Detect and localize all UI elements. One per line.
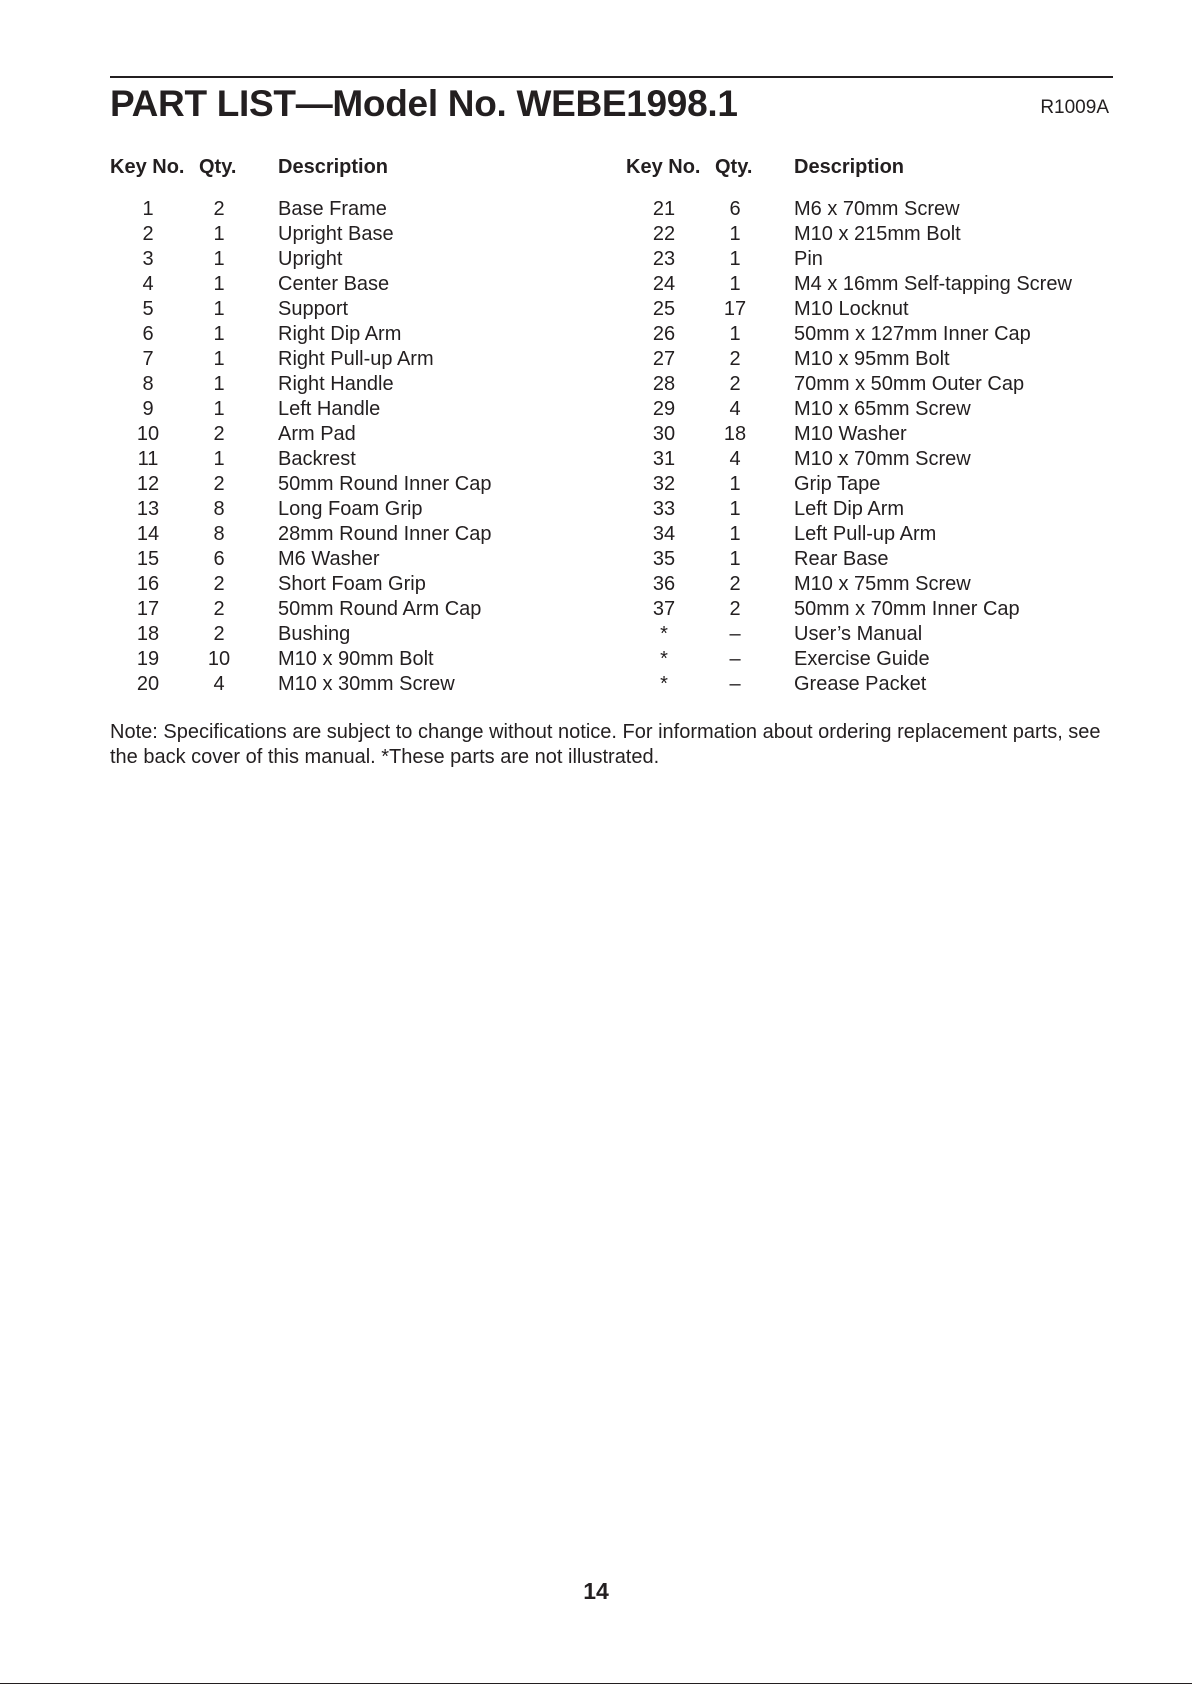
quantity: 2	[729, 373, 741, 395]
key-number: 37	[652, 598, 676, 620]
key-number: 33	[652, 498, 676, 520]
part-description: Pin	[794, 248, 823, 270]
key-number: 23	[652, 248, 676, 270]
key-number: 18	[136, 623, 160, 645]
top-rule	[110, 76, 1113, 78]
part-description: Left Dip Arm	[794, 498, 905, 520]
key-number: 32	[652, 473, 676, 495]
quantity: 2	[213, 573, 225, 595]
part-description: 50mm x 70mm Inner Cap	[794, 598, 1020, 620]
key-number: 24	[652, 273, 676, 295]
part-description: Support	[278, 298, 349, 320]
key-number: 21	[652, 198, 676, 220]
note-text: Note: Specifications are subject to change without notice. For information about ordering replacement parts, see the back cover of this manual. *These parts are not illustrated.	[110, 721, 1101, 768]
quantity: 2	[213, 423, 225, 445]
document-code: R1009A	[1040, 97, 1109, 118]
key-number: 31	[652, 448, 676, 470]
key-number: 5	[142, 298, 154, 320]
part-description: M10 x 90mm Bolt	[278, 648, 434, 670]
part-description: Left Pull-up Arm	[794, 523, 937, 545]
key-number: 10	[136, 423, 160, 445]
key-number: 6	[142, 323, 154, 345]
key-number: 12	[136, 473, 160, 495]
key-number: 34	[652, 523, 676, 545]
part-description: M6 Washer	[278, 548, 380, 570]
part-description: Long Foam Grip	[278, 498, 423, 520]
quantity: 6	[729, 198, 741, 220]
quantity: 1	[213, 398, 225, 420]
quantity: 4	[729, 448, 741, 470]
part-description: Right Handle	[278, 373, 394, 395]
key-number: 11	[137, 448, 159, 470]
key-number: 7	[142, 348, 154, 370]
key-number: 20	[136, 673, 160, 695]
quantity: 4	[213, 673, 225, 695]
key-header: Key No.	[110, 156, 185, 178]
part-description: M10 Washer	[794, 423, 907, 445]
part-description: 50mm Round Arm Cap	[278, 598, 482, 620]
key-number: 27	[652, 348, 676, 370]
quantity: 1	[729, 498, 741, 520]
quantity: –	[729, 673, 741, 695]
part-description: Upright Base	[278, 223, 394, 245]
part-description: Left Handle	[278, 398, 381, 420]
key-number: 26	[652, 323, 676, 345]
quantity: 8	[213, 498, 225, 520]
part-description: Right Dip Arm	[278, 323, 402, 345]
quantity: 1	[213, 273, 225, 295]
quantity: 2	[213, 598, 225, 620]
part-description: M10 x 30mm Screw	[278, 673, 455, 695]
quantity: 6	[213, 548, 225, 570]
key-number: 8	[142, 373, 154, 395]
key-number: 3	[142, 248, 154, 270]
part-description: Right Pull-up Arm	[278, 348, 434, 370]
part-description: 28mm Round Inner Cap	[278, 523, 492, 545]
quantity: 10	[207, 648, 231, 670]
quantity: 1	[213, 248, 225, 270]
quantity: –	[729, 648, 741, 670]
part-description: Grip Tape	[794, 473, 881, 495]
key-number: 9	[142, 398, 154, 420]
key-header: Key No.	[626, 156, 701, 178]
part-description: Upright	[278, 248, 343, 270]
key-number: *	[660, 648, 668, 670]
part-description: M10 x 70mm Screw	[794, 448, 971, 470]
quantity: 2	[213, 623, 225, 645]
quantity: 1	[213, 373, 225, 395]
part-description: Short Foam Grip	[278, 573, 426, 595]
quantity: 2	[729, 573, 741, 595]
part-description: M10 x 215mm Bolt	[794, 223, 961, 245]
qty-header: Qty.	[199, 156, 237, 178]
part-description: Bushing	[278, 623, 351, 645]
key-number: *	[660, 673, 668, 695]
key-number: 36	[652, 573, 676, 595]
quantity: 1	[213, 448, 225, 470]
key-number: 16	[136, 573, 160, 595]
quantity: 18	[723, 423, 747, 445]
part-description: User’s Manual	[794, 623, 923, 645]
quantity: 1	[213, 348, 225, 370]
part-description: Exercise Guide	[794, 648, 930, 670]
key-number: 19	[136, 648, 160, 670]
part-description: 50mm Round Inner Cap	[278, 473, 492, 495]
key-number: 17	[136, 598, 160, 620]
quantity: 1	[213, 223, 225, 245]
quantity: 1	[729, 473, 741, 495]
part-description: Base Frame	[278, 198, 387, 220]
part-description: Backrest	[278, 448, 356, 470]
description-header: Description	[794, 156, 905, 178]
part-description: Center Base	[278, 273, 390, 295]
key-number: 14	[136, 523, 160, 545]
quantity: 1	[213, 323, 225, 345]
key-number: 30	[652, 423, 676, 445]
key-number: 4	[142, 273, 154, 295]
part-description: Rear Base	[794, 548, 889, 570]
quantity: 1	[729, 323, 741, 345]
description-header: Description	[278, 156, 389, 178]
part-description: Grease Packet	[794, 673, 927, 695]
key-number: 28	[652, 373, 676, 395]
bottom-rule	[0, 1683, 1192, 1684]
part-description: M10 Locknut	[794, 298, 909, 320]
key-number: 2	[142, 223, 154, 245]
quantity: 1	[729, 548, 741, 570]
quantity: 2	[729, 598, 741, 620]
quantity: 1	[729, 248, 741, 270]
key-number: 22	[652, 223, 676, 245]
quantity: 1	[729, 223, 741, 245]
part-description: Arm Pad	[278, 423, 356, 445]
qty-header: Qty.	[715, 156, 753, 178]
key-number: 15	[136, 548, 160, 570]
key-number: 35	[652, 548, 676, 570]
part-description: M10 x 65mm Screw	[794, 398, 971, 420]
page-number: 14	[583, 1578, 609, 1604]
part-description: 70mm x 50mm Outer Cap	[794, 373, 1025, 395]
part-description: 50mm x 127mm Inner Cap	[794, 323, 1031, 345]
quantity: 1	[729, 273, 741, 295]
key-number: 25	[652, 298, 676, 320]
quantity: 2	[213, 198, 225, 220]
quantity: 2	[213, 473, 225, 495]
quantity: 1	[729, 523, 741, 545]
part-description: M10 x 95mm Bolt	[794, 348, 950, 370]
key-number: 13	[136, 498, 160, 520]
part-description: M4 x 16mm Self-tapping Screw	[794, 273, 1072, 295]
key-number: *	[660, 623, 668, 645]
quantity: 17	[723, 298, 747, 320]
page-title: PART LIST—Model No. WEBE1998.1	[110, 83, 738, 124]
quantity: 4	[729, 398, 741, 420]
quantity: 1	[213, 298, 225, 320]
key-number: 1	[142, 198, 154, 220]
part-description: M6 x 70mm Screw	[794, 198, 960, 220]
key-number: 29	[652, 398, 676, 420]
part-description: M10 x 75mm Screw	[794, 573, 971, 595]
quantity: 2	[729, 348, 741, 370]
quantity: 8	[213, 523, 225, 545]
quantity: –	[729, 623, 741, 645]
